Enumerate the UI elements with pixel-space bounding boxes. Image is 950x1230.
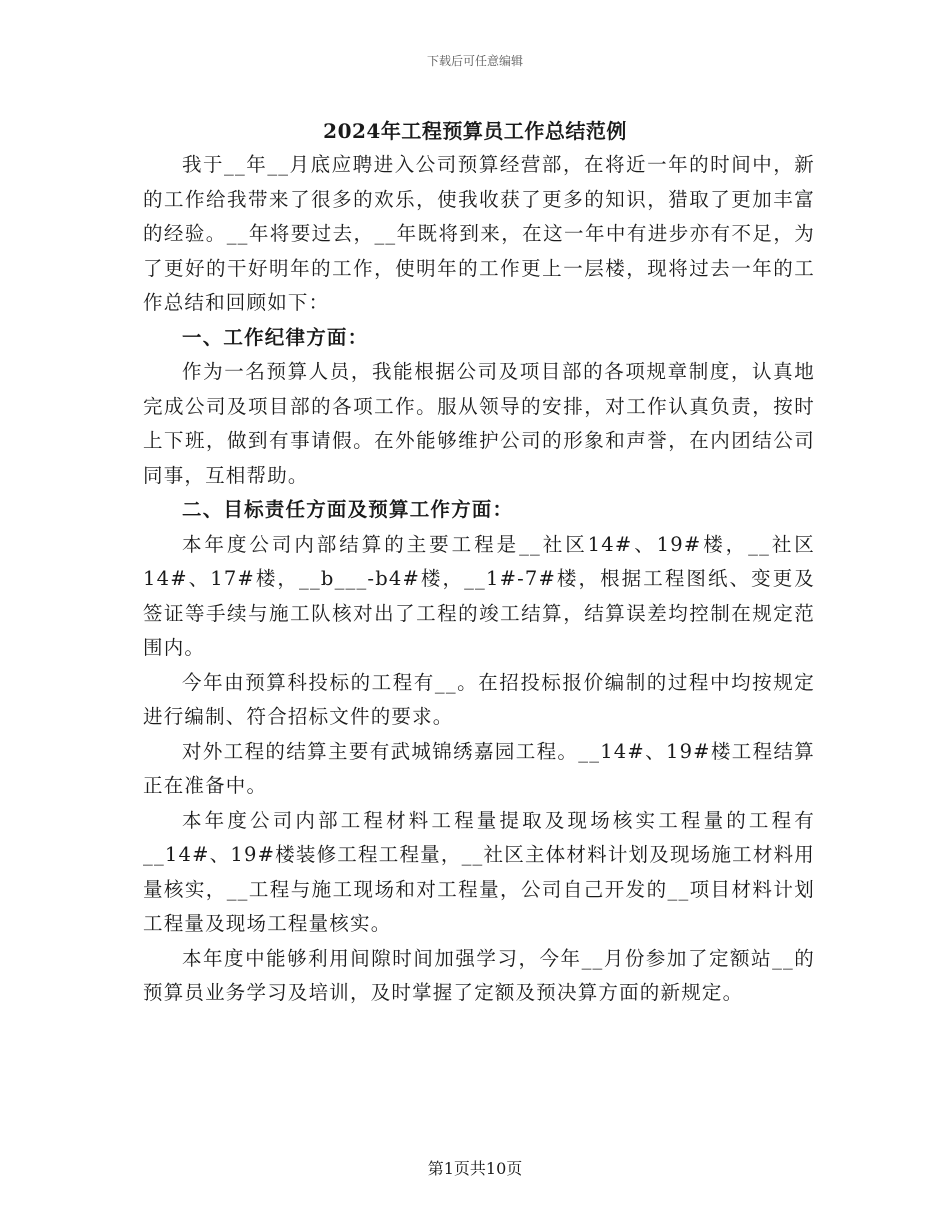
document-body bbox=[143, 148, 815, 1011]
paragraph-internal-settlement: 本年度公司内部结算的主要工程是__社区14#、19#楼，__社区14#、17#楼，__b___-b4#楼，__1#-7#楼，根据工程图纸、变更及签证等手续与施工队核对出了工程的竣工结算，结算误差均控制在规定范围内。 bbox=[143, 532, 815, 659]
paragraph-external-settlement: 对外工程的结算主要有武城锦绣嘉园工程。__14#、19#楼工程结算正在准备中。 bbox=[143, 739, 815, 797]
paragraph-material-quantities: 本年度公司内部工程材料工程量提取及现场核实工程量的工程有__14#、19#楼装修工程工程量，__社区主体材料计划及现场施工材料用量核实，__工程与施工现场和对工程量，公司自己开发的__项目材料计划工程量及现场工程量核实。 bbox=[143, 808, 815, 935]
paragraph-training: 本年度中能够利用间隙时间加强学习，今年__月份参加了定额站__的预算员业务学习及培训，及时掌握了定额及预决算方面的新规定。 bbox=[143, 946, 815, 1004]
page-header-note: 下载后可任意编辑 bbox=[426, 54, 523, 68]
document-title: 2024年工程预算员工作总结范例 bbox=[323, 119, 627, 143]
paragraph-bidding: 今年由预算科投标的工程有__。在招投标报价编制的过程中均按规定进行编制、符合招标文件的要求。 bbox=[143, 670, 815, 728]
paragraph-discipline: 作为一名预算人员，我能根据公司及项目部的各项规章制度，认真地完成公司及项目部的各项工作。服从领导的安排，对工作认真负责，按时上下班，做到有事请假。在外能够维护公司的形象和声誉，在内团结公司同事，互相帮助。 bbox=[143, 360, 815, 487]
paragraph-intro: 我于__年__月底应聘进入公司预算经营部，在将近一年的时间中，新的工作给我带来了很多的欢乐，使我收获了更多的知识，猎取了更加丰富的经验。__年将要过去，__年既将到来，在这一年中有进步亦有不足，为了更好的干好明年的工作，使明年的工作更上一层楼，现将过去一年的工作总结和回顾如下： bbox=[143, 153, 815, 314]
page-number: 第1页共10页 bbox=[427, 1159, 523, 1178]
section-heading-targets: 二、目标责任方面及预算工作方面： bbox=[182, 498, 514, 521]
section-heading-discipline: 一、工作纪律方面： bbox=[182, 325, 369, 349]
